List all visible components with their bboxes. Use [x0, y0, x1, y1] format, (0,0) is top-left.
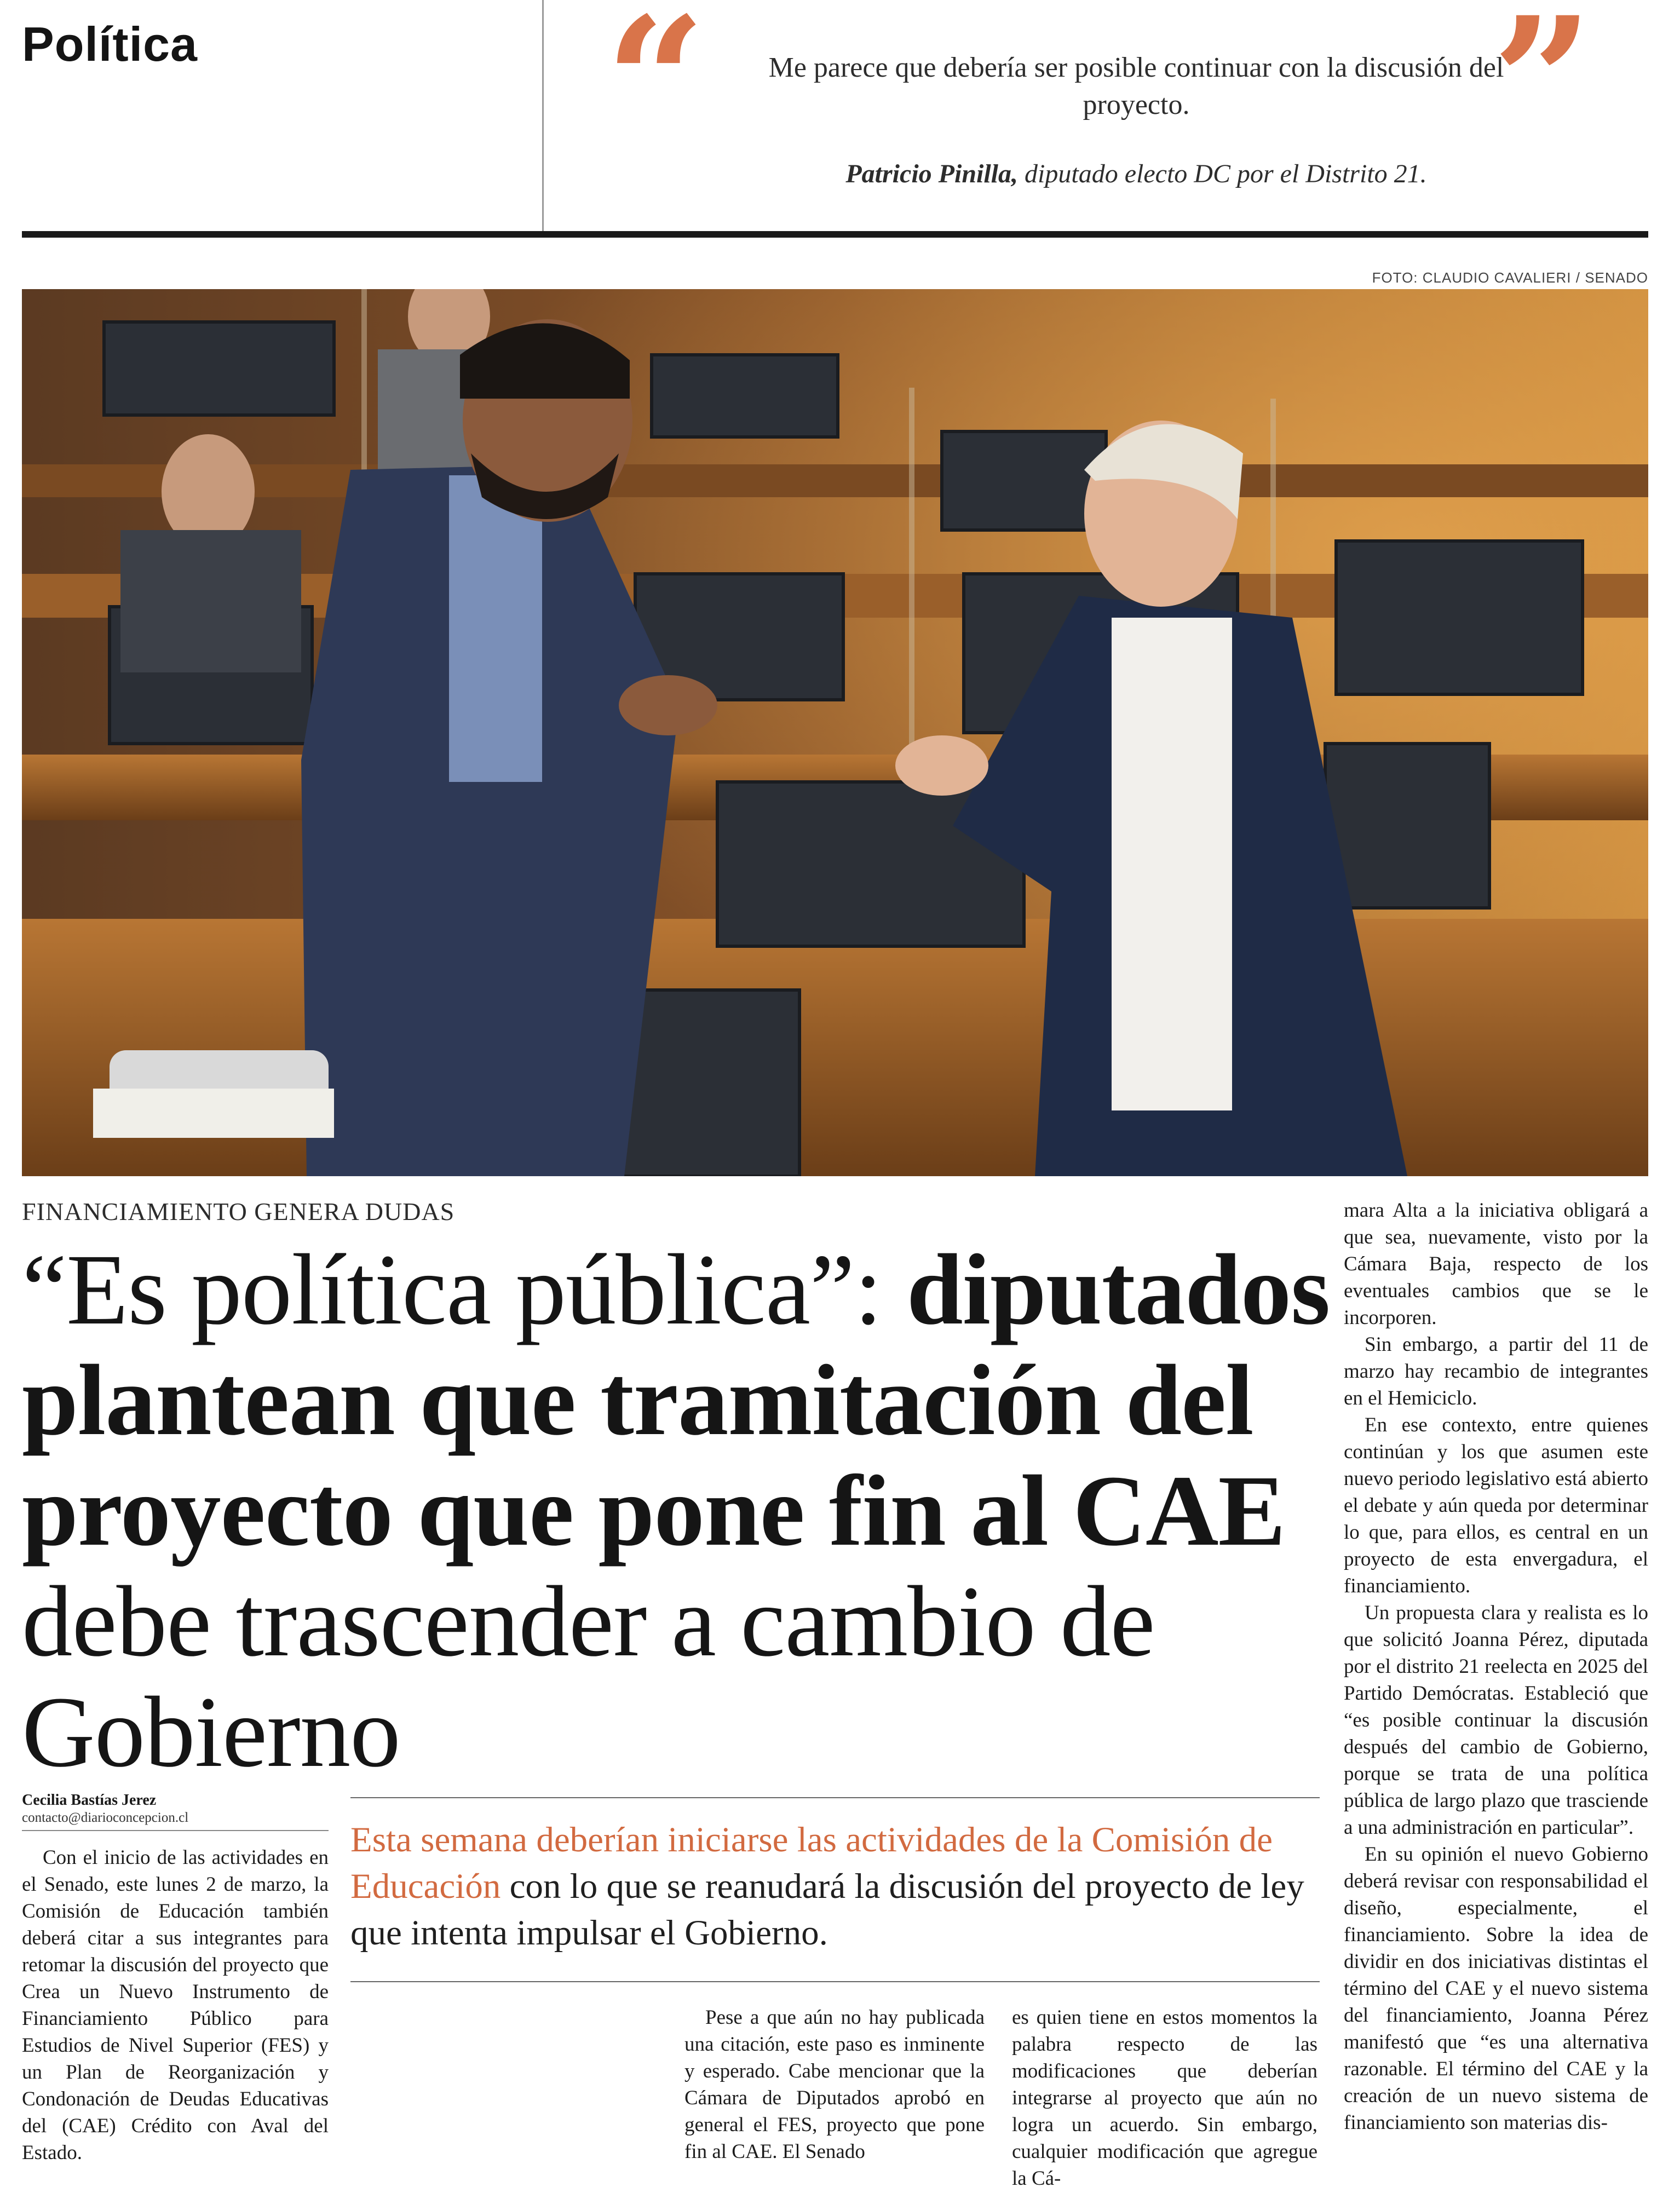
paragraph: Pese a que aún no hay publicada una citación, este paso es inminente y esperado. Cabe mencionar que la Cámara de Diputados aprobó en general el FES, proyecto que pone fin al CAE. El Senado [684, 2006, 985, 2163]
section-title: Política [22, 17, 198, 71]
quote-author-name: Patricio Pinilla, [845, 159, 1019, 188]
photo-credit: FOTO: CLAUDIO CAVALIERI / SENADO [1372, 269, 1648, 286]
paragraph: es quien tiene en estos momentos la palabra respecto de las modificaciones que deberían integrarse al proyecto que aún no logra un acuerdo. Sin embargo, cualquier modificación que agregue la Cá- [1012, 2006, 1317, 2190]
close-quote-icon: ” [1492, 0, 1593, 185]
article-kicker: FINANCIAMIENTO GENERA DUDAS [22, 1198, 455, 1225]
paragraph: Con el inicio de las actividades en el Senado, este lunes 2 de marzo, la Comisión de Educación también deberá citar a sus integrantes para retomar la discusión del proyecto que Crea un Nuevo Instrumento de Financiamiento Público para Estudios de Nivel Superior (FES) y un Plan de Reorganización y Condonación de Deudas Educativas del (CAE) Crédito con Aval del Estado. [22, 1846, 329, 2164]
lead-top-rule [350, 1797, 1320, 1798]
article-headline [22, 1235, 1336, 1788]
body-column-2 [684, 2004, 985, 2165]
paragraph: Un propuesta clara y realista es lo que solicitó Joanna Pérez, diputada por el distrito 21 reelecta en 2025 del Partido Demócratas. Estableció que “es posible continuar la discusión después del cambio de Gobierno, porque se trata de una política pública de largo plazo que trasciende a una administración en particular”. [1344, 1602, 1648, 1839]
body-column-3 [1012, 2004, 1317, 2192]
body-column-4 [1344, 1197, 1648, 2136]
header-divider [542, 0, 544, 233]
author-name: Cecilia Bastías Jerez [22, 1792, 157, 1809]
paragraph: Sin embargo, a partir del 11 de marzo hay recambio de integrantes en el Hemiciclo. [1344, 1333, 1648, 1409]
pull-quote-attribution [739, 159, 1533, 189]
headline-part-2: diputados plantean que tramitación del proyecto que pone fin al CAE [22, 1234, 1330, 1567]
pull-quote: Me parece que debería ser posible continuar con la discusión del proyecto. [768, 52, 1504, 120]
article-photo [22, 289, 1648, 1176]
article-lead [350, 1817, 1325, 1956]
paragraph: En su opinión el nuevo Gobierno deberá revisar con responsabilidad el diseño, especialmente, el financiamiento. Sobre la idea de dividir en dos iniciativas distintas el término del CAE y el nuevo sistema del financiamiento, Joanna Pérez manifestó que “es una alternativa razonable. El término del CAE y la creación de un nuevo sistema de financiamiento son materias dis- [1344, 1843, 1648, 2134]
paragraph: mara Alta a la iniciativa obligará a que sea, nuevamente, visto por la Cámara Baja, respecto de los eventuales cambios que se le incorporen. [1344, 1199, 1648, 1329]
paragraph: En ese contexto, entre quienes continúan y los que asumen este nuevo periodo legislativo está abierto el debate y aún queda por determinar lo que, para ellos, es central en un proyecto de esta envergadura, el financiamiento. [1344, 1414, 1648, 1597]
author-email: contacto@diarioconcepcion.cl [22, 1810, 189, 1825]
body-column-1 [22, 1844, 329, 2166]
byline-rule [22, 1830, 329, 1831]
headline-part-3: debe trascender a cambio de Gobierno [22, 1566, 1155, 1788]
lead-bottom-rule [350, 1981, 1320, 1982]
open-quote-icon: “ [605, 0, 706, 185]
header-rule [22, 231, 1648, 238]
headline-part-1: “Es política pública”: [22, 1234, 907, 1346]
lead-text: con lo que se reanudará la discusión del proyecto de ley que intenta impulsar el Gobierno. [350, 1867, 1304, 1953]
lead-highlight: Esta semana deberían iniciarse las actividades de la Comisión de Educación [350, 1820, 1273, 1906]
quote-author-role: diputado electo DC por el Distrito 21. [1018, 159, 1427, 188]
